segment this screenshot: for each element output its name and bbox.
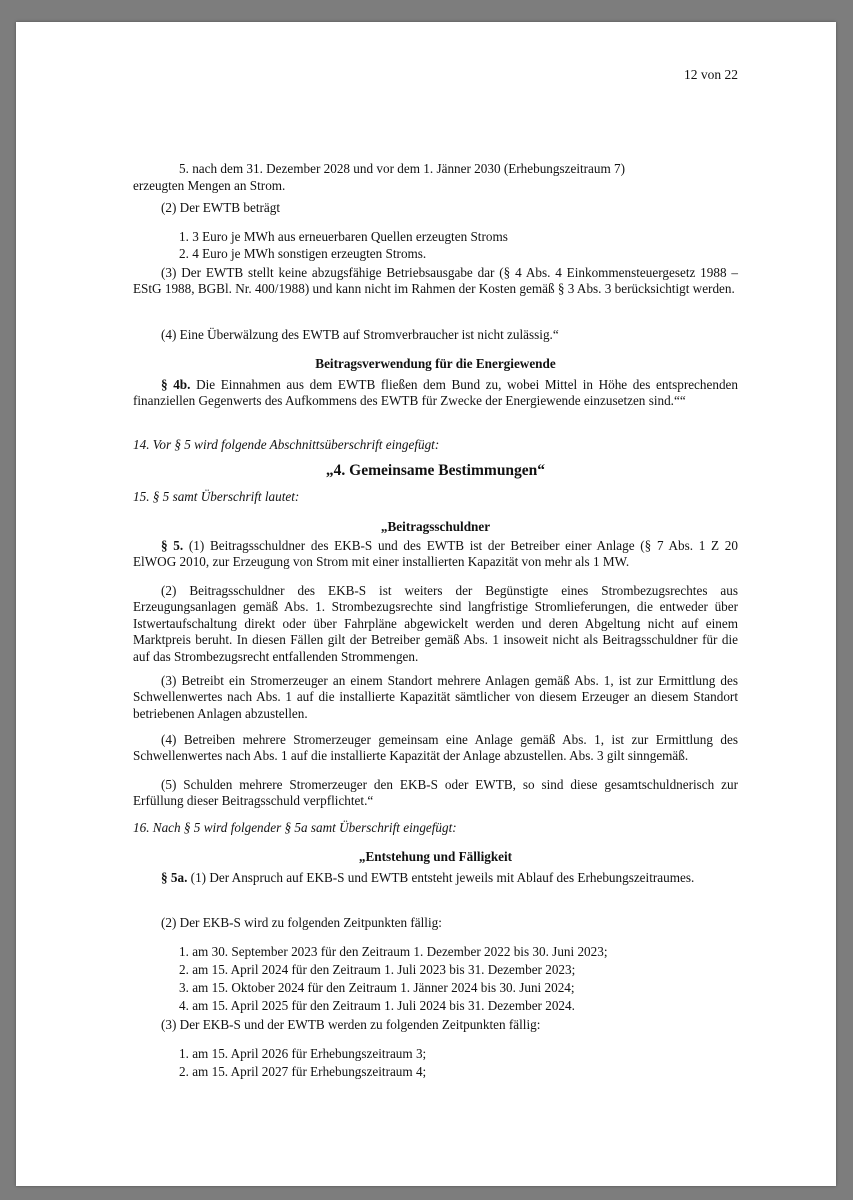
paragraph: erzeugten Mengen an Strom.	[133, 178, 286, 193]
paragraph	[133, 377, 738, 410]
section-label: § 5a.	[161, 870, 188, 885]
amendment-instruction: 15. § 5 samt Überschrift lautet:	[133, 489, 300, 504]
paragraph-text: (1) Beitragsschuldner des EKB-S und des EWTB ist der Betreiber einer Anlage (§ 7 Abs. 1 Z 20 ElWOG 2010, zur Erzeugung von Strom mit einer installierten Kapazität von mehr als 1 MW.	[133, 538, 738, 570]
section-label: § 5.	[161, 538, 184, 553]
paragraph: (2) Der EWTB beträgt	[161, 200, 281, 215]
paragraph: (3) Der EKB-S und der EWTB werden zu folgenden Zeitpunkten fällig:	[161, 1017, 541, 1032]
list-item: 3. am 15. Oktober 2024 für den Zeitraum 1. Jänner 2024 bis 30. Juni 2024;	[179, 980, 575, 995]
section-heading: Beitragsverwendung für die Energiewende	[315, 356, 556, 371]
list-item: 2. am 15. April 2027 für Erhebungszeitraum 4;	[179, 1064, 427, 1079]
paragraph	[133, 538, 738, 571]
list-item: 4. am 15. April 2025 für den Zeitraum 1. Juli 2024 bis 31. Dezember 2024.	[179, 998, 575, 1013]
page-number: 12 von 22	[684, 67, 738, 82]
section-heading: „Entstehung und Fälligkeit	[358, 849, 513, 864]
section-label: § 4b.	[161, 377, 191, 392]
list-item: 1. 3 Euro je MWh aus erneuerbaren Quellen erzeugten Stroms	[179, 229, 508, 244]
section-heading: „4. Gemeinsame Bestimmungen“	[325, 462, 546, 479]
paragraph: (2) Der EKB-S wird zu folgenden Zeitpunkten fällig:	[161, 915, 442, 930]
paragraph-text: (1) Der Anspruch auf EKB-S und EWTB entsteht jeweils mit Ablauf des Erhebungszeitraumes.	[187, 870, 695, 885]
paragraph: (4) Betreiben mehrere Stromerzeuger gemeinsam eine Anlage gemäß Abs. 1, ist zur Ermittlung des Schwellenwertes nach Abs. 1 auf die installierte Kapazität der Anlage abzustellen. Abs. 3 gilt sinngemäß.	[133, 732, 738, 764]
list-item: 2. 4 Euro je MWh sonstigen erzeugten Stroms.	[179, 246, 427, 261]
paragraph: (5) Schulden mehrere Stromerzeuger den EKB-S oder EWTB, so sind diese gesamtschuldnerisch zur Erfüllung dieser Beitragsschuld verpflichtet.“	[133, 777, 738, 809]
section-heading: „Beitragsschuldner	[380, 519, 491, 534]
paragraph: (3) Betreibt ein Stromerzeuger an einem Standort mehrere Anlagen gemäß Abs. 1, ist zur Ermittlung des Schwellenwertes nach Abs. 1 auf die installierte Kapazität sämtlicher von diesem Erzeuger an diesem Standort betriebenen Anlagen abzustellen.	[133, 673, 738, 721]
list-item: 2. am 15. April 2024 für den Zeitraum 1. Juli 2023 bis 31. Dezember 2023;	[179, 962, 576, 977]
amendment-instruction: 16. Nach § 5 wird folgender § 5a samt Überschrift eingefügt:	[133, 820, 457, 835]
paragraph: (2) Beitragsschuldner des EKB-S ist weiters der Begünstigte eines Strombezugsrechtes aus Erzeugungsanlagen gemäß Abs. 1. Strombezugsrechte sind langfristige Stromlieferungen, die entweder über Istwertaufschaltung direkt oder über Fahrpläne abgewickelt werden und deren Abgeltung nicht auf einem Marktpreis beruht. In diesen Fällen gilt der Betreiber gemäß Abs. 1 insoweit nicht als Beitragsschuldner für die auf das Strombezugsrecht entfallenden Strommengen.	[133, 583, 738, 664]
paragraph	[133, 870, 738, 886]
list-item: 1. am 15. April 2026 für Erhebungszeitraum 3;	[179, 1046, 427, 1061]
amendment-instruction: 14. Vor § 5 wird folgende Abschnittsüberschrift eingefügt:	[133, 437, 440, 452]
list-item: 5. nach dem 31. Dezember 2028 und vor dem 1. Jänner 2030 (Erhebungszeitraum 7)	[179, 161, 626, 176]
paragraph: (3) Der EWTB stellt keine abzugsfähige Betriebsausgabe dar (§ 4 Abs. 4 Einkommensteuergesetz 1988 – EStG 1988, BGBl. Nr. 400/1988) und kann nicht im Rahmen der Kosten gemäß § 3 Abs. 3 berücksichtigt werden.	[133, 265, 738, 297]
paragraph-text: Die Einnahmen aus dem EWTB fließen dem Bund zu, wobei Mittel in Höhe des entsprechenden finanziellen Gegenwerts des Aufkommens des EWTB für Zwecke der Energiewende einzusetzen sind.““	[133, 377, 738, 409]
document-page	[16, 22, 836, 1186]
list-item: 1. am 30. September 2023 für den Zeitraum 1. Dezember 2022 bis 30. Juni 2023;	[179, 944, 608, 959]
paragraph: (4) Eine Überwälzung des EWTB auf Stromverbraucher ist nicht zulässig.“	[161, 327, 559, 342]
